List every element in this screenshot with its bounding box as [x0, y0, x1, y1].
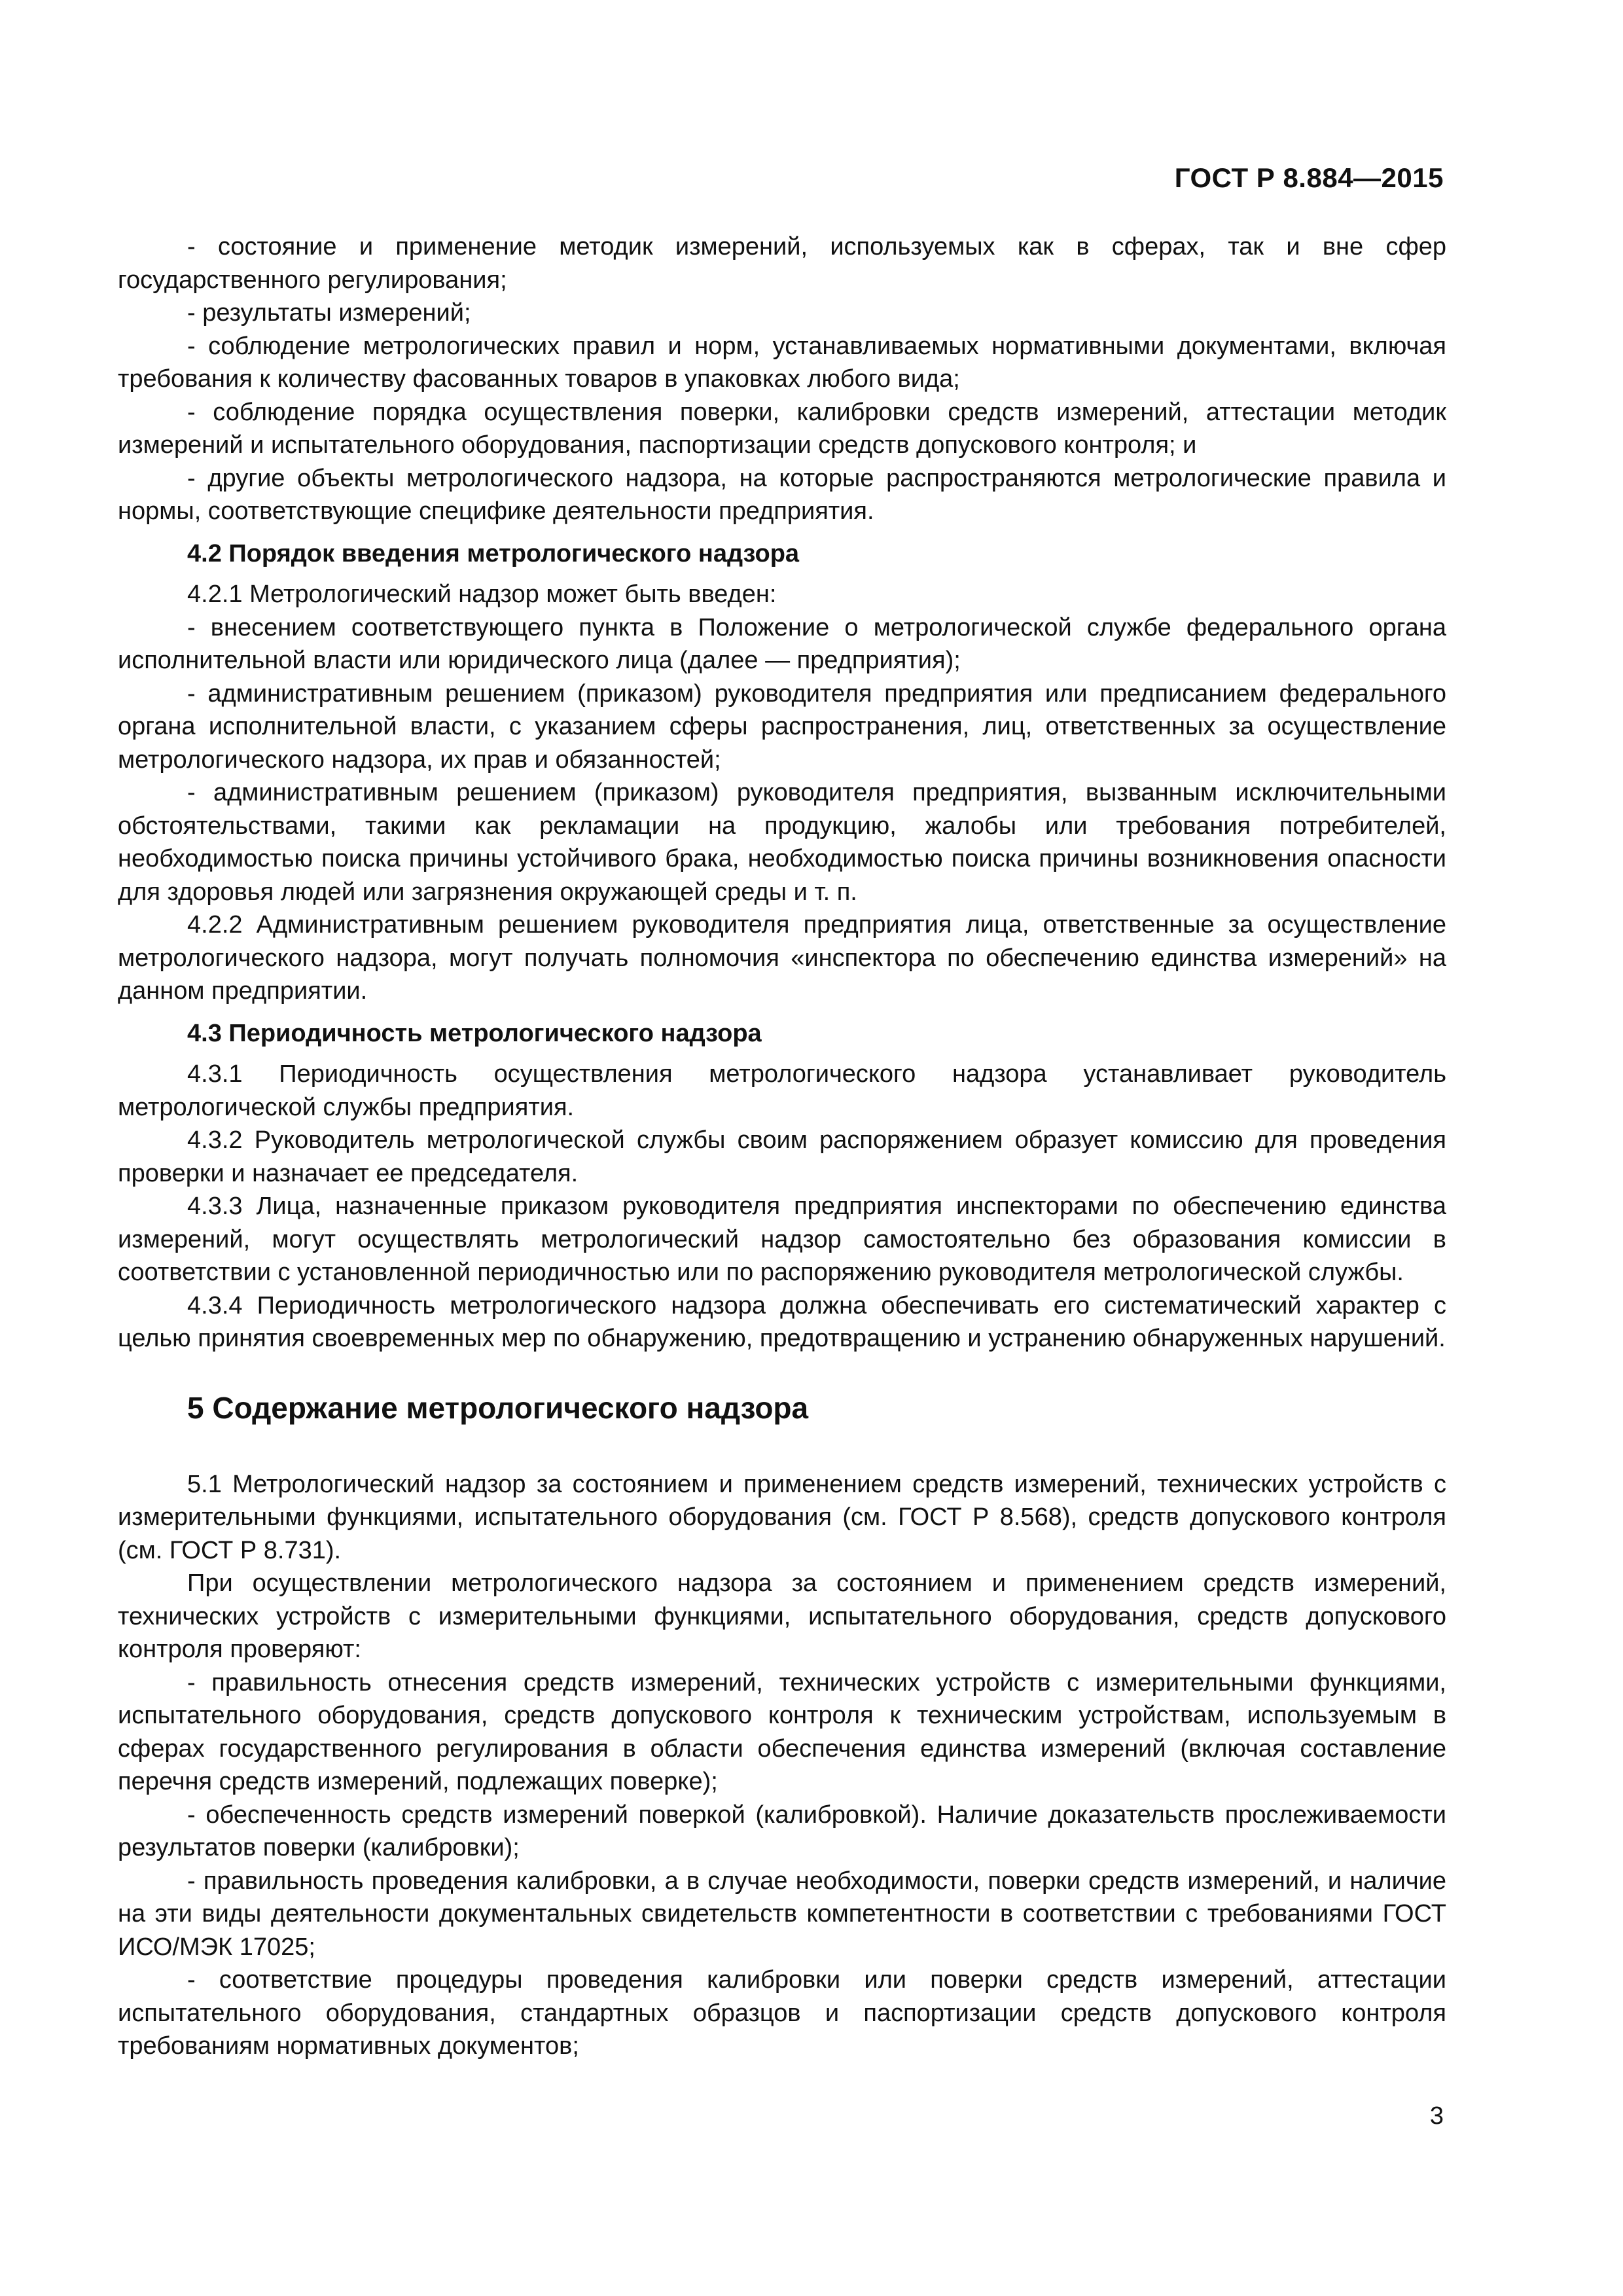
- list-item: - административным решением (приказом) руководителя предприятия или предписанием федерального органа исполнительной власти, с указанием сферы распространения, лиц, ответственных за осуществление метрологического надзора, их прав и обязанностей;: [118, 679, 1446, 774]
- list-item: - правильность отнесения средств измерений, технических устройств с измерительными функциями, испытательного оборудования, средств допускового контроля к техническим устройствам, используемым в сферах государственного регулирования в области обеспечения единства измерений (включая составление перечня средств измерений, подлежащих поверке);: [118, 1668, 1446, 1795]
- paragraph: 4.2.2 Административным решением руководителя предприятия лица, ответственные за осуществление метрологического надзора, могут получать полномочия «инспектора по обеспечению единства измерений» на данном предприятии.: [118, 911, 1446, 1005]
- paragraph: При осуществлении метрологического надзора за состоянием и применением средств измерений, технических устройств с измерительными функциями, испытательного оборудования, средств допускового контроля проверяют:: [118, 1570, 1446, 1663]
- list-item: - обеспеченность средств измерений поверкой (калибровкой). Наличие доказательств прослеживаемости результатов поверки (калибровки);: [118, 1801, 1446, 1861]
- list-item: - соблюдение метрологических правил и норм, устанавливаемых нормативными документами, включая требования к количеству фасованных товаров в упаковках любого вида;: [118, 332, 1446, 393]
- list-item: - внесением соответствующего пункта в Положение о метрологической службе федерального органа исполнительной власти или юридического лица (далее — предприятия);: [118, 613, 1446, 674]
- document-body: [118, 230, 1446, 2063]
- list-item: - состояние и применение методик измерений, используемых как в сферах, так и вне сфер государственного регулирования;: [118, 233, 1446, 294]
- section-5-heading: 5 Содержание метрологического надзора: [187, 1390, 809, 1425]
- section-4-2-heading: 4.2 Порядок введения метрологического надзора: [187, 539, 800, 567]
- document-code-header: ГОСТ Р 8.884—2015: [1174, 162, 1444, 193]
- paragraph: 4.3.3 Лица, назначенные приказом руководителя предприятия инспекторами по обеспечению единства измерений, могут осуществлять метрологический надзор самостоятельно без образования комиссии в соответствии с установленной периодичностью или по распоряжению руководителя метрологической службы.: [118, 1193, 1446, 1286]
- paragraph: 4.3.4 Периодичность метрологического надзора должна обеспечивать его систематический характер с целью принятия своевременных мер по обнаружению, предотвращению и устранению обнаруженных нарушений.: [118, 1291, 1446, 1352]
- section-4-3-heading: 4.3 Периодичность метрологического надзора: [187, 1019, 762, 1047]
- list-item: - соблюдение порядка осуществления поверки, калибровки средств измерений, аттестации методик измерений и испытательного оборудования, паспортизации средств допускового контроля; и: [118, 398, 1446, 459]
- paragraph: 4.3.2 Руководитель метрологической службы своим распоряжением образует комиссию для проведения проверки и назначает ее председателя.: [118, 1126, 1446, 1187]
- list-item: - соответствие процедуры проведения калибровки или поверки средств измерений, аттестации испытательного оборудования, стандартных образцов и паспортизации средств допускового контроля требованиям нормативных документов;: [118, 1966, 1446, 2060]
- list-item: - административным решением (приказом) руководителя предприятия, вызванным исключительными обстоятельствами, такими как рекламации на продукцию, жалобы или требования потребителей, необходимостью поиска причины устойчивого брака, необходимостью поиска причины возникновения опасности для здоровья людей или загрязнения окружающей среды и т. п.: [118, 779, 1446, 906]
- list-item: - результаты измерений;: [187, 299, 471, 327]
- paragraph: 4.3.1 Периодичность осуществления метрологического надзора устанавливает руководитель метрологической службы предприятия.: [118, 1060, 1446, 1121]
- paragraph: 5.1 Метрологический надзор за состоянием и применением средств измерений, технических устройств с измерительными функциями, испытательного оборудования (см. ГОСТ Р 8.568), средств допускового контроля (см. ГОСТ Р 8.731).: [118, 1470, 1446, 1564]
- list-item: - правильность проведения калибровки, а в случае необходимости, поверки средств измерений, и наличие на эти виды деятельности документальных свидетельств компетентности в соответствии с требованиями ГОСТ ИСО/МЭК 17025;: [118, 1867, 1446, 1961]
- list-item: - другие объекты метрологического надзора, на которые распространяются метрологические правила и нормы, соответствующие специфике деятельности предприятия.: [118, 464, 1446, 525]
- page-number: 3: [1429, 2102, 1444, 2130]
- paragraph: 4.2.1 Метрологический надзор может быть введен:: [187, 581, 777, 608]
